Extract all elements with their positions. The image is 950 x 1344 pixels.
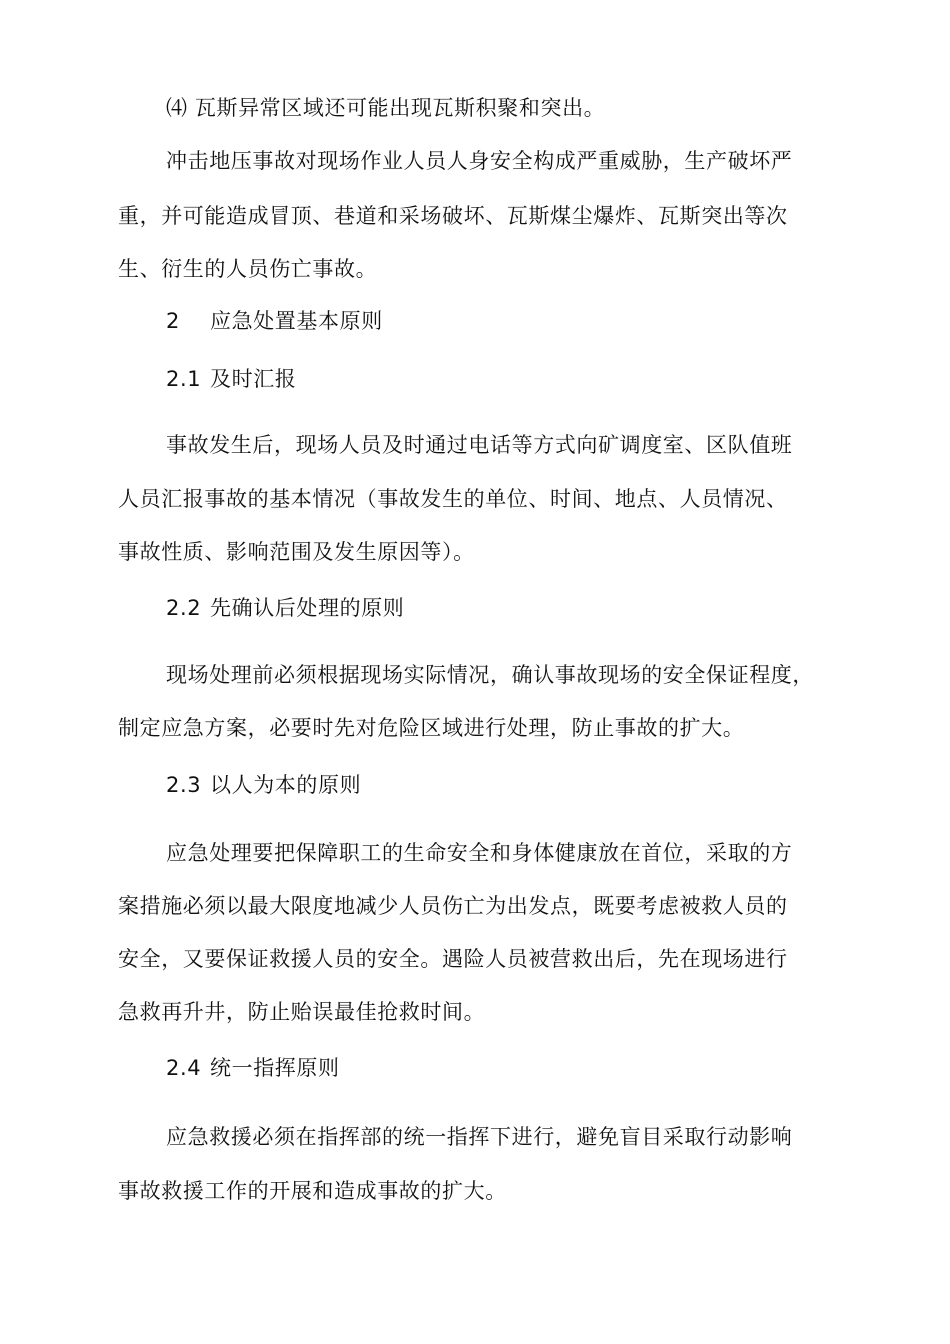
paragraph-line: 事故救援工作的开展和造成事故的扩大。 <box>118 1179 507 1203</box>
subsection-title: 及时汇报 <box>210 367 297 391</box>
paragraph-line: 案措施必须以最大限度地减少人员伤亡为出发点，既要考虑被救人员的 <box>118 894 788 918</box>
paragraph-line: 冲击地压事故对现场作业人员人身安全构成严重威胁，生产破坏严 <box>166 149 793 173</box>
section-title: 应急处置基本原则 <box>210 309 383 333</box>
paragraph-line: 制定应急方案，必要时先对危险区域进行处理，防止事故的扩大。 <box>118 716 745 740</box>
section-number: 2 <box>166 309 180 333</box>
section-heading-2 <box>166 306 383 336</box>
paragraph-line: 应急救援必须在指挥部的统一指挥下进行，避免盲目采取行动影响 <box>166 1125 793 1149</box>
paragraph-line: 应急处理要把保障职工的生命安全和身体健康放在首位，采取的方 <box>166 841 793 865</box>
list-item-4: ⑷ 瓦斯异常区域还可能出现瓦斯积聚和突出。 <box>166 96 606 120</box>
subsection-number: 2.4 <box>166 1056 202 1080</box>
subsection-number: 2.3 <box>166 773 202 797</box>
paragraph-line: 安全，又要保证救援人员的安全。遇险人员被营救出后，先在现场进行 <box>118 947 788 971</box>
paragraph-line: 事故性质、影响范围及发生原因等）。 <box>118 540 475 564</box>
subsection-heading-2-4 <box>166 1053 340 1083</box>
subsection-heading-2-2 <box>166 593 404 623</box>
paragraph-line: 重，并可能造成冒顶、巷道和采场破坏、瓦斯煤尘爆炸、瓦斯突出等次 <box>118 204 788 228</box>
subsection-heading-2-1 <box>166 364 296 394</box>
paragraph-line: 事故发生后，现场人员及时通过电话等方式向矿调度室、区队值班 <box>166 433 793 457</box>
paragraph-line: 人员汇报事故的基本情况（事故发生的单位、时间、地点、人员情况、 <box>118 487 788 511</box>
subsection-heading-2-3 <box>166 770 361 800</box>
subsection-title: 统一指挥原则 <box>210 1056 340 1080</box>
subsection-number: 2.1 <box>166 367 202 391</box>
paragraph-line: 生、衍生的人员伤亡事故。 <box>118 257 378 281</box>
subsection-title: 以人为本的原则 <box>210 773 362 797</box>
paragraph-line: 急救再升井，防止贻误最佳抢救时间。 <box>118 1000 486 1024</box>
subsection-number: 2.2 <box>166 596 202 620</box>
subsection-title: 先确认后处理的原则 <box>210 596 405 620</box>
paragraph-line: 现场处理前必须根据现场实际情况，确认事故现场的安全保证程度， <box>166 663 814 687</box>
